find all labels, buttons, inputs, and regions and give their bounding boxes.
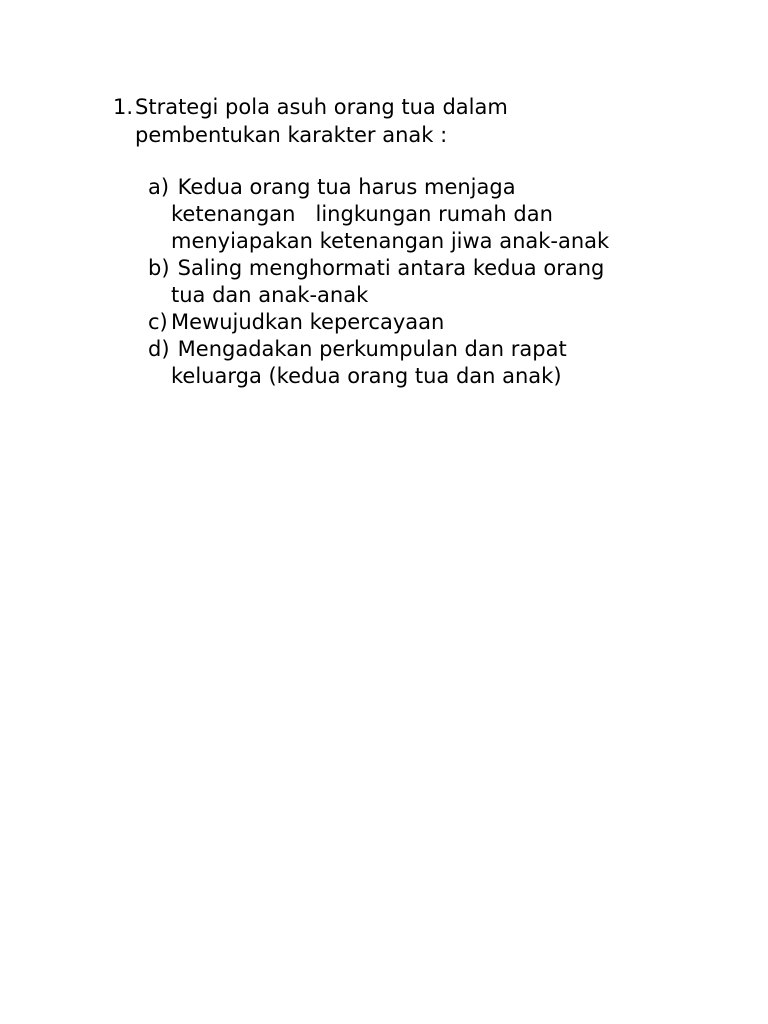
sub-item-c: [148, 309, 708, 336]
sub-item-line: Saling menghormati antara kedua orang: [171, 256, 605, 280]
sub-item-marker: d): [148, 337, 170, 361]
sub-item-line: ketenangan lingkungan rumah dan: [171, 202, 553, 226]
sub-item-line: Mengadakan perkumpulan dan rapat: [171, 337, 567, 361]
sub-item-a: [148, 174, 708, 255]
numbered-item: [113, 93, 673, 149]
item-number: 1.: [113, 95, 134, 119]
item-line-1: Strategi pola asuh orang tua dalam: [135, 95, 508, 119]
sub-item-d: [148, 336, 708, 390]
sub-item-line: keluarga (kedua orang tua dan anak): [171, 364, 562, 388]
sub-item-line: tua dan anak-anak: [171, 283, 369, 307]
sub-item-line: menyiapakan ketenangan jiwa anak-anak: [171, 229, 610, 253]
sub-item-line: Kedua orang tua harus menjaga: [171, 175, 516, 199]
sub-list: [148, 174, 708, 390]
sub-item-marker: b): [148, 256, 170, 280]
sub-item-marker: a): [148, 175, 170, 199]
sub-item-line: Mewujudkan kepercayaan: [171, 310, 445, 334]
sub-item-b: [148, 255, 708, 309]
item-line-2: pembentukan karakter anak :: [135, 123, 448, 147]
sub-item-marker: c): [148, 310, 168, 334]
